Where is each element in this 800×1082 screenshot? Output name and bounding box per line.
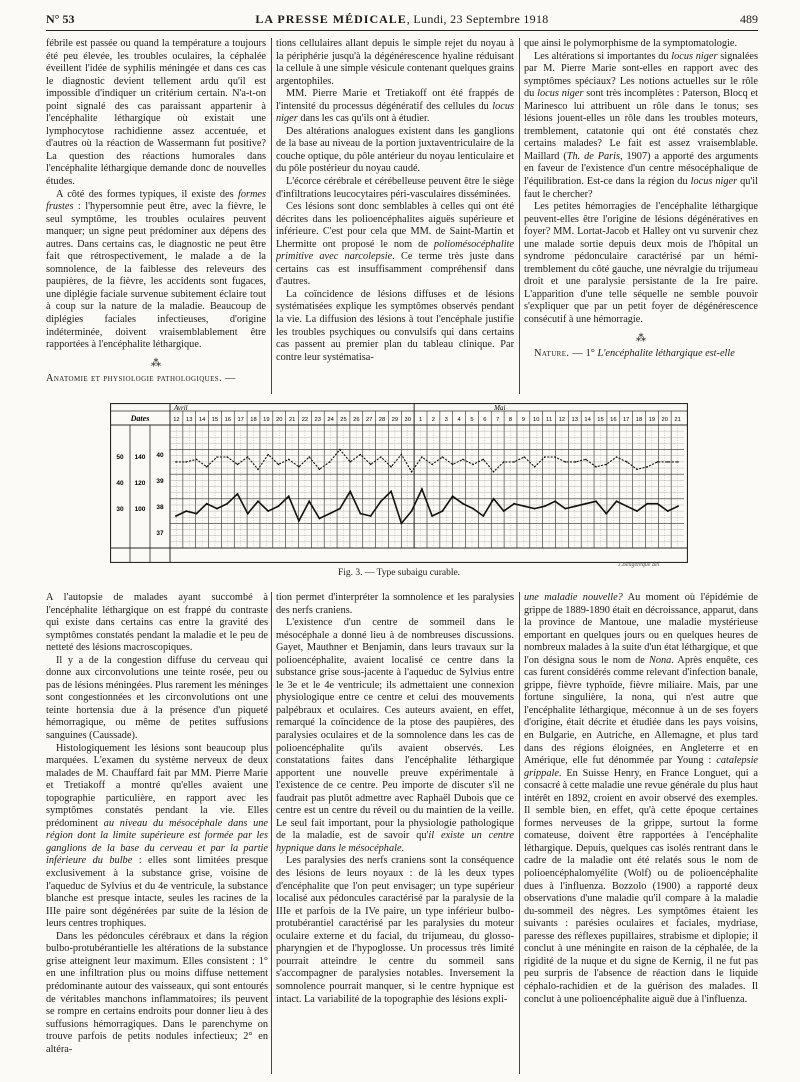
top-column-1: [46, 38, 266, 394]
temperature-point: [534, 508, 536, 510]
issue-date: , Lundi, 23 Septembre 1918: [406, 12, 549, 26]
pulse-point: [636, 469, 638, 471]
chart-frame: [111, 404, 688, 563]
day-label: 21: [288, 417, 296, 423]
day-label: 14: [584, 417, 591, 423]
day-label: 19: [263, 417, 270, 423]
day-label: 13: [571, 417, 579, 423]
pulse-point: [421, 456, 423, 458]
day-label: 1: [418, 417, 423, 423]
pulse-point: [206, 466, 208, 468]
pulse-point: [595, 466, 597, 468]
month-label-april: Avril: [174, 404, 188, 412]
pulse-point: [544, 456, 546, 458]
pulse-point: [247, 456, 249, 458]
day-label: 28: [378, 417, 386, 423]
day-label: 21: [674, 417, 681, 423]
temperature-point: [544, 505, 546, 507]
pulse-point: [298, 466, 300, 468]
issue-number: N° 53: [46, 12, 75, 26]
pulse-point: [267, 454, 269, 456]
day-label: 14: [198, 417, 206, 423]
temperature-point: [288, 495, 290, 497]
journal-name: LA PRESSE MÉDICALE: [255, 12, 407, 26]
respiration-scale-label: 40: [116, 480, 124, 487]
temperature-point: [257, 500, 259, 502]
paragraph: Des altérations analogues existent dans les ganglions de la base au niveau de la portion juxtaventriculaire de la couche optique, du pôle antérieur du noyau lenticulaire et du pôle postérieur du noyau caudé.: [276, 125, 514, 175]
paragraph: Les petites hémorragies de l'encéphalite léthargique peuvent-elles être l'origine de lésions dégénératives en foyer? MM. Lortat-Jacob et Halley ont vu survenir chez une malade sortie depuis deux mois de l'hôpital un syndrome pédonculaire caractérisé par un hémi-tremblement du côté gauche, une névralgie du trijumeau droit et une paralysie persistante de la Ire paire. L'apparition d'une telle séquelle ne semble pouvoir s'expliquer que par un petit foyer de dégénérescence consécutif à une hémorragie.: [524, 201, 758, 326]
paragraph: Il y a de la congestion diffuse du cerveau qui donne aux circonvolutions une teinte rosée, peu ou pas de lésions méningées. Plus rarement les méninges sont congestionnées et les circonvolutions ont une teinte hortensia due à la présence d'un piqueté hémorragique, ou même de petites suffusions sanguines (Caussade).: [46, 654, 268, 742]
pulse-point: [534, 466, 536, 468]
paragraph: MM. Pierre Marie et Tretiakoff ont été frappés de l'intensité du processus dégénératif des cellules du locus niger dans les cas qu'ils ont à étudier.: [276, 88, 514, 125]
temperature-point: [411, 510, 413, 512]
day-label: 18: [250, 417, 257, 423]
day-label: 27: [365, 417, 373, 423]
pulse-point: [339, 449, 341, 451]
pulse-point: [349, 461, 351, 463]
temperature-point: [626, 505, 628, 507]
paragraph: Histologiquement les lésions sont beaucoup plus marquées. L'examen du système nerveux de deux malades de M. Chauffard fait par MM. Pierre Marie et Tretiakoff a montré qu'elles avaient une topographie particulière, en rapport avec les symptômes constatés pendant la vie. Elles prédominent au niveau du mésocéphale dans une région dont la limite supérieure est formée par les ganglions de la base du cerveau et par la partie inférieure du bulbe : elles sont limitées presque exclusivement à la substance grise, voisine de l'aqueduc de Sylvius et du 4e ventricule, la substance blanche est presque intacte, seules les racines de la IIIe paire sont dégénérées par suite de la lésion de leurs centres trophiques.: [46, 742, 268, 930]
bottom-column-2: [276, 592, 514, 1074]
engraver-signature: J.Beugereque del: [618, 562, 660, 568]
month-label-may: Mai: [494, 404, 506, 412]
pulse-point: [237, 464, 239, 466]
day-label: 24: [327, 417, 334, 423]
pulse-point: [606, 464, 608, 466]
pulse-point: [442, 456, 444, 458]
temperature-point: [319, 518, 321, 520]
temperature-point: [431, 515, 433, 517]
section-asterism: ⁂: [636, 332, 646, 344]
pulse-point: [626, 461, 628, 463]
temperature-chart: [110, 403, 688, 563]
temperature-point: [349, 491, 351, 493]
pulse-point: [503, 461, 505, 463]
pulse-point: [575, 461, 577, 463]
day-label: 23: [314, 417, 322, 423]
temperature-point: [616, 500, 618, 502]
temperature-point: [595, 500, 597, 502]
temperature-scale-label: 37: [156, 530, 164, 537]
paragraph: fébrile est passée ou quand la température a toujours été peu élevée, les troubles oculaires, la céphalée éveillent l'idée de syphilis méningée et dans ces cas le diagnostic devient tellement ardu qu'il est impossible d'indiquer un critérium certain. N'a-t-on point signalé des cas paraissant appartenir à l'encéphalite léthargique où existait une lymphocytose rachidienne assez accentuée, et d'autres où la réaction de Wassermann fut positive? La question des réactions humorales dans l'encéphalite léthargique demande donc de nouvelles études.: [46, 38, 266, 188]
temperature-point: [493, 498, 495, 500]
paragraph: que ainsi le polymorphisme de la symptomatologie.: [524, 38, 738, 49]
pulse-point: [319, 469, 321, 471]
temperature-point: [605, 513, 607, 515]
pulse-point: [657, 461, 659, 463]
temperature-point: [380, 500, 382, 502]
temperature-point: [329, 513, 331, 515]
day-label: 16: [610, 417, 617, 423]
page-number: 489: [740, 12, 758, 26]
pulse-point: [667, 461, 669, 463]
temperature-point: [401, 523, 403, 525]
temperature-point: [636, 510, 638, 512]
paragraph: Dans les pédoncules cérébraux et dans la région bulbo-protubérantielle les altérations de la substance grise atteignent leur maximum. Elles consistent : 1° en une infiltration plus ou moins diffuse nettement prédominante autour des vaisseaux, qui sont entourés de véritables manchons inflammatoires; ils peuvent se rompre en certains endroits pour donner lieu à des suffusions hémorragiques. Dans le parenchyme on trouve parfois de petits nodules infectieux; 2° en altéra-: [46, 930, 268, 1055]
pulse-point: [185, 461, 187, 463]
day-label: 11: [546, 417, 553, 423]
section-heading: Anatomie et physiologie pathologiques. —: [46, 372, 236, 384]
day-label: 25: [340, 417, 347, 423]
pulse-point: [308, 456, 310, 458]
day-label: 5: [470, 417, 474, 423]
day-label: 7: [496, 417, 500, 423]
day-label: 3: [444, 417, 448, 423]
day-label: 10: [532, 417, 540, 423]
day-label: 18: [635, 417, 643, 423]
temperature-point: [196, 513, 198, 515]
pulse-point: [288, 459, 290, 461]
day-label: 6: [483, 417, 487, 423]
temperature-point: [523, 505, 525, 507]
pulse-point: [401, 454, 403, 456]
day-label: 12: [173, 417, 180, 423]
respiration-scale-label: 30: [116, 506, 124, 513]
pulse-point: [329, 461, 331, 463]
pulse-point: [585, 459, 587, 461]
pulse-point: [370, 464, 372, 466]
pulse-point: [483, 459, 485, 461]
temperature-point: [646, 503, 648, 505]
pulse-point: [380, 456, 382, 458]
column-rule: [271, 592, 272, 1074]
pulse-point: [431, 464, 433, 466]
chart-svg: [110, 403, 688, 563]
temperature-point: [247, 513, 249, 515]
temperature-point: [503, 510, 505, 512]
pulse-point: [257, 469, 259, 471]
pulse-point: [616, 456, 618, 458]
journal-title: [46, 12, 758, 27]
day-label: 16: [224, 417, 232, 423]
pulse-point: [565, 461, 567, 463]
pulse-scale-label: 140: [134, 454, 146, 461]
temperature-point: [298, 520, 300, 522]
temperature-scale-label: 38: [156, 504, 164, 511]
day-label: 30: [404, 417, 411, 423]
pulse-point: [216, 456, 218, 458]
temperature-point: [339, 508, 341, 510]
day-label: 20: [275, 417, 283, 423]
paragraph: tions cellulaires allant depuis le simple rejet du noyau à la périphérie jusqu'à la dégénérescence hyaline réduisant la cellule à une simple vésicule contenant quelques grains argentophiles.: [276, 38, 514, 87]
temperature-point: [442, 510, 444, 512]
temperature-point: [452, 495, 454, 497]
pulse-point: [462, 459, 464, 461]
temperature-point: [564, 508, 566, 510]
day-label: 13: [186, 417, 193, 423]
pulse-scale-label: 120: [134, 480, 146, 487]
section-asterism: ⁂: [151, 357, 161, 369]
pulse-point: [554, 456, 556, 458]
pulse-point: [226, 456, 228, 458]
dates-label: Dates: [130, 414, 150, 423]
pulse-point: [411, 471, 413, 473]
day-label: 17: [237, 417, 244, 423]
temperature-point: [206, 503, 208, 505]
temperature-scale-label: 40: [156, 452, 164, 459]
pulse-point: [647, 466, 649, 468]
pulse-point: [390, 466, 392, 468]
day-label: 12: [558, 417, 566, 423]
pulse-point: [677, 461, 679, 463]
temperature-point: [421, 488, 423, 490]
temperature-point: [185, 510, 187, 512]
day-label: 15: [211, 417, 219, 423]
temperature-point: [278, 505, 280, 507]
temperature-point: [585, 503, 587, 505]
temperature-point: [308, 500, 310, 502]
pulse-point: [524, 456, 526, 458]
paragraph: une maladie nouvelle? Au moment où l'épidémie de grippe de 1889-1890 était en décroissance, apparut, dans la province de Mantoue, une maladie mystérieuse emportant en quelques jours ou en quelques heures de nombreux malades à la suite d'un état léthargique, et que l'on désigna sous le nom de Nona. Après enquête, ces cas furent considérés comme relevant d'infection banale, grippe, fièvre typhoïde, fièvre miliaire. Mais, par une fortune singulière, la nona, qui n'est autre que l'encéphalite léthargique, méconnue à un de ses foyers d'origine, était décrite et étudiée dans les pays voisins, en Bulgarie, en Autriche, en Allemagne, et plus tard dans des régions éloignées, en Angleterre et en Amérique, elle fut dénommée par Young : catalepsie grippale. En Suisse Henry, en France Longuet, qui a consacré à cette maladie une revue générale du plus haut intérêt en 1892, croient en avoir observé des exemples. Il semble bien, en effet, qu'à cette époque certaines formes nerveuses de la grippe, surtout la forme comateuse, doivent être rapportées à l'encéphalite léthargique. Depuis, quelques cas isolés rentrant dans le cadre de la maladie ont été relatés sous le nom de polioencéphalomyélite (Wolf) ou de polioencéphalite dues à l'influenza. Bozzolo (1900) a rapporté deux observations d'une maladie qu'il compare à la maladie du-sommeil des nègres. Les symptômes étaient les suivants : parésies oculaires et faciales, mydriase, paresse des réflexes pupillaires, strabisme et diplopie; il conclut à une méningite en raison de la céphalée, de la rigidité de la nuque et du signe de Kernig, il ne fut pas peu surpris de l'absence de réaction dans le liquide céphalo-rachidien et de la guérison des malades. Il conclut à une polioencéphalite aiguë due à l'influenza.: [524, 592, 758, 1005]
day-label: 26: [353, 417, 360, 423]
temperature-point: [554, 500, 556, 502]
temperature-point: [575, 505, 577, 507]
pulse-point: [493, 471, 495, 473]
day-label: 8: [508, 417, 513, 423]
temperature-point: [462, 503, 464, 505]
pulse-point: [452, 464, 454, 466]
pulse-point: [175, 461, 177, 463]
respiration-scale-label: 50: [116, 454, 124, 461]
day-label: 20: [661, 417, 668, 423]
temperature-point: [226, 503, 228, 505]
temperature-point: [513, 503, 515, 505]
section-heading: Nature. — 1° L'encéphalite léthargique est-elle: [534, 347, 735, 359]
temperature-point: [175, 515, 177, 517]
pulse-scale-label: 100: [134, 506, 146, 513]
paragraph: Les paralysies des nerfs craniens sont la conséquence des lésions de leurs noyaux : de là les deux types d'encéphalite que l'on peut envisager; un type supérieur localisé aux pédoncules caractérisé par la paralysie de la IIIe et parfois de la IVe paire, un type inférieur bulbo-protubérantiel caractérisé par les paralysies du moteur oculaire externe et du facial, du trijumeau, du glosso-pharyngien et de l'hypoglosse. Un processus très limité pourrait atteindre le centre du sommeil sans s'accompagner de paralysies notables. Inversement la somnolence pourrait manquer, si le centre hypnique est intact. La variabilité de la topographie des lésions expli-: [276, 855, 514, 1005]
paragraph: L'écorce cérébrale et cérébelleuse peuvent être le siège d'infiltrations leucocytaires péri-vasculaires disséminées.: [276, 176, 514, 200]
day-label: 15: [597, 417, 604, 423]
pulse-point: [472, 464, 474, 466]
paragraph: A côté des formes typiques, il existe des formes frustes : l'hypersomnie peut être, avec la fièvre, le seul symptôme, les troubles oculaires peuvent manquer; un signe peut prédominer aux dépens des autres. Dans certains cas, le diagnostic ne peut être fait que rétrospectivement, le malade a de la somnolence, de la faiblesse des releveurs des paupières, de la fièvre, les accidents sont fugaces, une diplégie faciale survenue subitement éclaire tout à coup sur la nature de la maladie. Beaucoup de diplégies faciales infectieuses, d'origine indéterminée, doivent vraisemblablement être rapportées à l'encéphalite léthargique.: [46, 188, 266, 351]
paragraph: Ces lésions sont donc semblables à celles qui ont été décrites dans les polioencéphalites aiguës supérieure et inférieure. C'est pour cela que MM. de Saint-Martin et Lhermitte ont proposé le nom de poliomésocéphalite primitive avec narcolepsie. Ce terme très juste dans certains cas est insuffisamment compréhensif dans d'autres.: [276, 201, 514, 288]
bottom-column-3: [524, 592, 758, 1074]
paragraph: tion permet d'interpréter la somnolence et les paralysies des nerfs craniens.: [276, 592, 514, 616]
day-label: 9: [521, 417, 525, 423]
column-rule: [519, 592, 520, 1074]
temperature-point: [216, 508, 218, 510]
temperature-point: [390, 491, 392, 493]
day-label: 2: [431, 417, 436, 423]
pulse-point: [278, 464, 280, 466]
paragraph: La coïncidence de lésions diffuses et de lésions systématisées explique les symptômes observés pendant la vie. La diffusion des lésions à tout l'encéphale justifie les troubles psychiques ou convulsifs qui dans certains cas passent au premier plan du tableau clinique. Par contre leur systématisa-: [276, 288, 514, 363]
day-label: 29: [391, 417, 399, 423]
paragraph: Les altérations si importantes du locus niger signalées par M. Pierre Marie sont-elles en rapport avec des symptômes spéciaux? Les notions actuelles sur le rôle du locus niger sont très incomplètes : Paterson, Blocq et Marinesco lui attribuent un rôle dans le tonus; ses lésions jouent-elles un rôle dans les troubles moteurs, tremblement, catatonie qui ont été constatés chez certains malades? Le fait est assez vraisemblable. Maillard (Th. de Paris, 1907) a apporté des arguments en faveur de l'existence d'un centre mésocéphalique de l'équilibration. Est-ce dans la région du locus niger qu'il faut le chercher?: [524, 50, 758, 200]
day-label: 4: [457, 417, 461, 423]
pulse-point: [196, 459, 198, 461]
figure-caption: Fig. 3. — Type subaigu curable.: [337, 568, 461, 578]
pulse-point: [513, 461, 515, 463]
column-rule: [519, 38, 520, 394]
day-label: 17: [622, 417, 630, 423]
bottom-column-1: [46, 592, 268, 1074]
pulse-point: [360, 454, 362, 456]
top-column-3: [524, 38, 758, 394]
running-header: [46, 12, 758, 31]
temperature-point: [657, 503, 659, 505]
temperature-point: [237, 493, 239, 495]
paragraph: L'existence d'un centre de sommeil dans le mésocéphale a donné lieu à de nombreuses discussions. Gayet, Mauthner et Benjamin, dans leurs travaux sur la polioencéphalite, avaient localisé ce centre dans la substance grise sous-jacente à l'aqueduc de Sylvius entre le 3e et le 4e ventricule; ils admettaient une connexion physiologique entre ce centre et celui des mouvements palpébraux et oculaires. Ces auteurs avaient, en effet, remarqué la coïncidence de la ptose des paupières, des paralysies oculaires et de la somnolence dans les cas de polioencéphalite qu'ils avaient observés. Les constatations faites dans l'encéphalite léthargique apportent une nouvelle preuve expérimentale à l'existence de ce centre. Peu importe de discuter s'il ne faudrait pas plutôt admettre avec Raphaël Dubois que ce centre est un centre du réveil ou du maintien de la veille. Le seul fait important, pour la physiologie pathologique de la maladie, est de savoir qu'il existe un centre hypnique dans le mésocéphale.: [276, 617, 514, 854]
temperature-point: [267, 510, 269, 512]
temperature-scale-label: 39: [156, 478, 164, 485]
temperature-point: [370, 515, 372, 517]
column-rule: [271, 38, 272, 394]
temperature-point: [472, 508, 474, 510]
day-label: 22: [301, 417, 309, 423]
temperature-point: [677, 505, 679, 507]
paragraph: A l'autopsie de malades ayant succombé à l'encéphalite léthargique on est frappé du contraste qui existe dans certains cas entre la gravité des symptômes constatés pendant la maladie et le peu de netteté des lésions macroscopiques.: [46, 592, 268, 654]
day-label: 19: [648, 417, 656, 423]
temperature-point: [667, 510, 669, 512]
top-column-2: [276, 38, 514, 394]
temperature-point: [482, 515, 484, 517]
temperature-point: [360, 513, 362, 515]
